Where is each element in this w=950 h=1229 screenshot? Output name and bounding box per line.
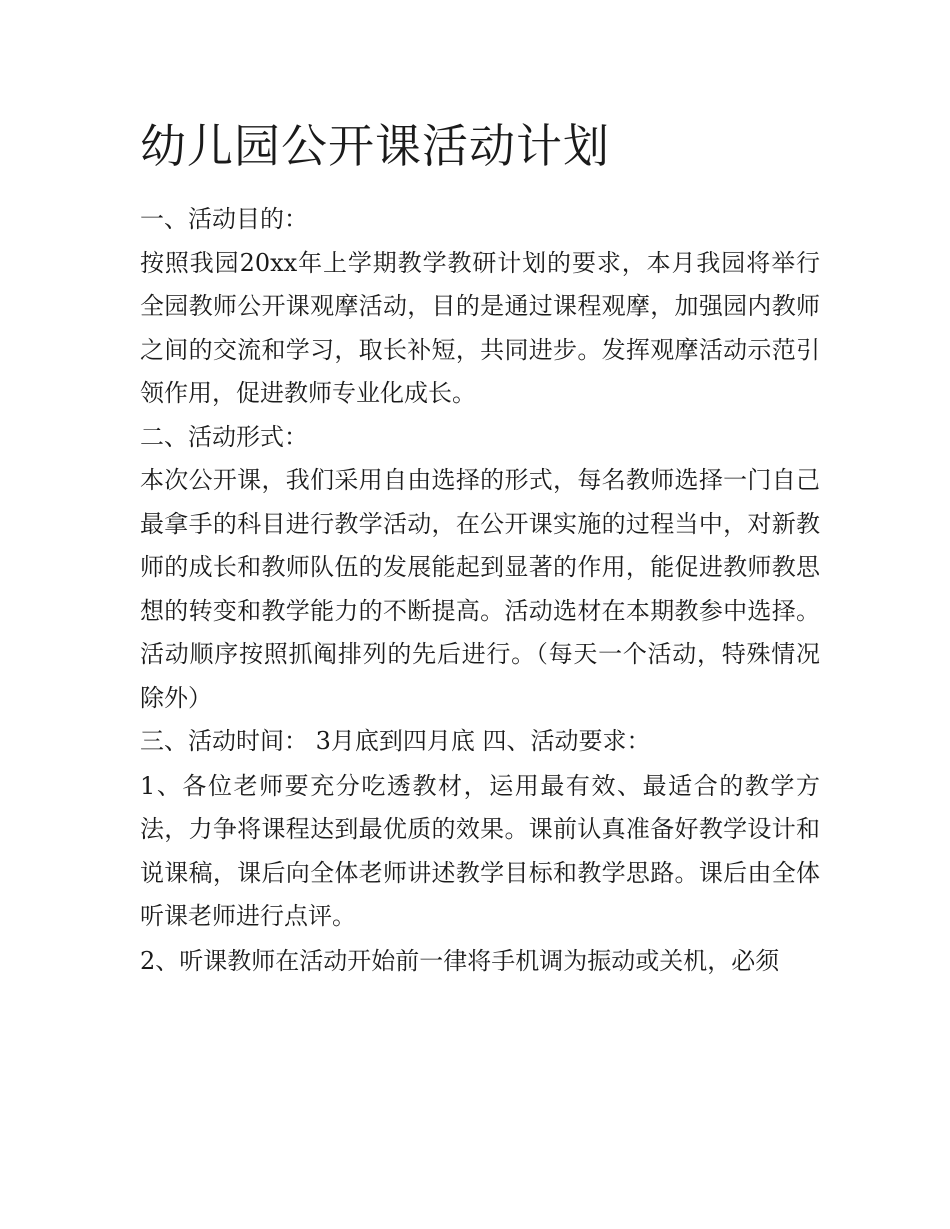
paragraph-requirement-2: 2、听课教师在活动开始前一律将手机调为振动或关机，必须 xyxy=(140,946,780,975)
title-spacer xyxy=(140,182,820,198)
section-heading-time-requirements: 三、活动时间： 3月底到四月底 四、活动要求： xyxy=(140,727,651,755)
document-title: 幼儿园公开课活动计划 xyxy=(140,119,610,173)
section-heading-purpose: 一、活动目的： xyxy=(140,205,308,233)
paragraph-requirement-1: 1、各位老师要充分吃透教材，运用最有效、最适合的教学方法，力争将课程达到最优质的效果。课前认真准备好教学设计和说课稿，课后向全体老师讲述教学目标和教学思路。课后由全体听课老师进行点评。 xyxy=(140,771,820,930)
document-page xyxy=(140,110,820,983)
paragraph-format: 本次公开课，我们采用自由选择的形式，每名教师选择一门自己最拿手的科目进行教学活动，在公开课实施的过程当中，对新教师的成长和教师队伍的发展能起到显著的作用，能促进教师教思想的转变和教学能力的不断提高。活动选材在本期教参中选择。活动顺序按照抓阄排列的先后进行。（每天一个活动，特殊情况除外） xyxy=(140,466,820,712)
paragraph-purpose: 按照我园20xx年上学期教学教研计划的要求，本月我园将举行全园教师公开课观摩活动，目的是通过课程观摩，加强园内教师之间的交流和学习，取长补短，共同进步。发挥观摩活动示范引领作用，促进教师专业化成长。 xyxy=(140,248,820,407)
section-heading-format: 二、活动形式： xyxy=(140,422,308,451)
